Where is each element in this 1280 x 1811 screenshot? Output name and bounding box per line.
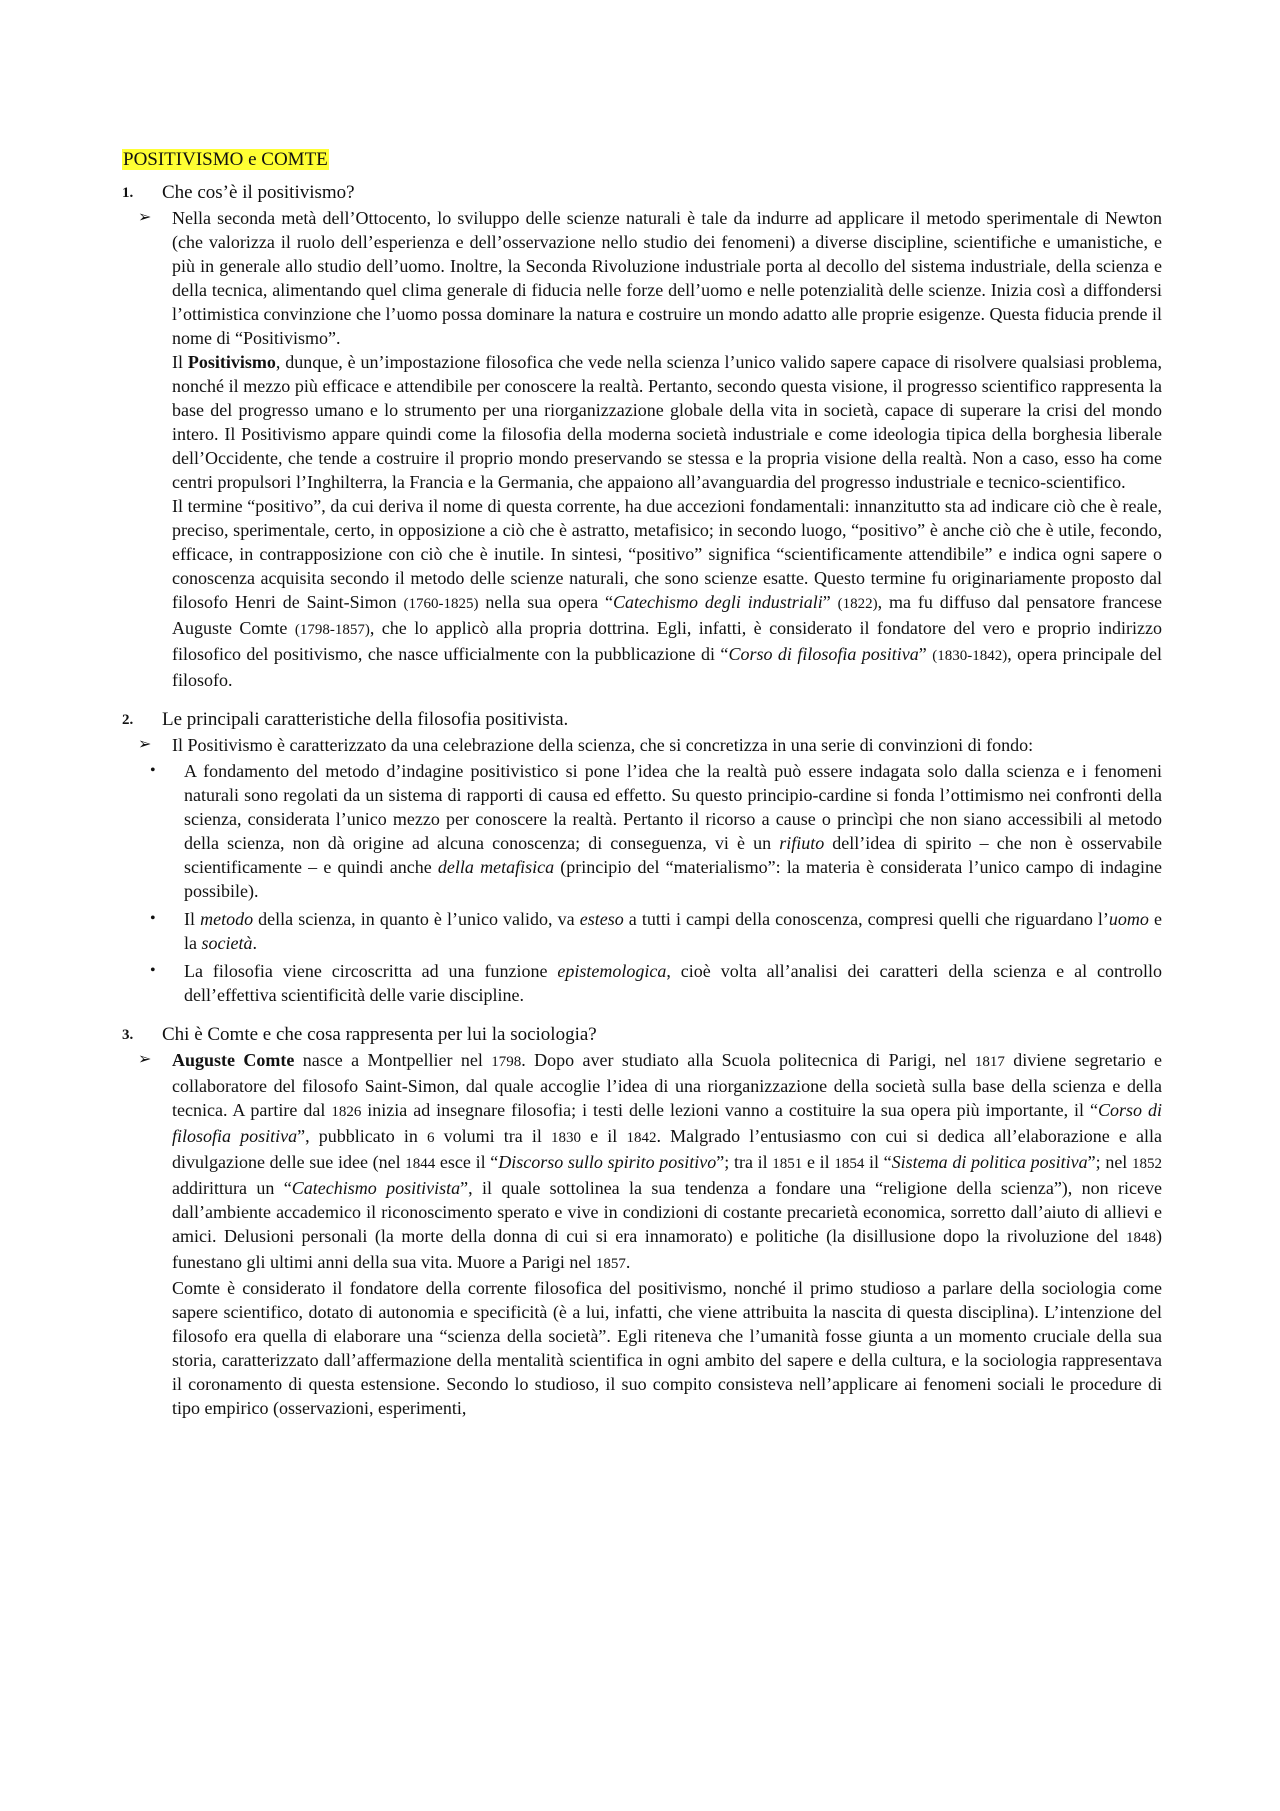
bullet-dot-icon: • (150, 762, 156, 779)
bold-term: Auguste Comte (172, 1050, 295, 1070)
italic-term: società (201, 933, 253, 953)
date-number: 6 (427, 1130, 435, 1146)
question-text: Che cos’è il positivismo? (162, 182, 355, 203)
bold-term: Positivismo (187, 352, 276, 372)
question-number: 1. (122, 185, 134, 201)
bullet-dot-icon: • (150, 910, 156, 927)
arrow-bullet-icon: ➢ (138, 736, 152, 753)
date-number: 1830 (551, 1130, 582, 1146)
date-number: (1760-1825) (403, 596, 479, 612)
italic-term: uomo (1108, 909, 1149, 929)
answer-text (172, 733, 1162, 757)
answer-block (138, 733, 1162, 757)
italic-term: epistemologica (557, 961, 667, 981)
italic-term: Catechismo positivista (291, 1178, 461, 1198)
italic-term: Sistema di politica positiva (891, 1152, 1088, 1172)
date-number: 1826 (331, 1104, 362, 1120)
list-item-text: A fondamento del metodo d’indagine positivistico si pone l’idea che la realtà può essere indagata solo dalla scienza e i fenomeni naturali sono regolati da un sistema di rapporti di causa ed effetto. Su questo principio-cardine si fonda l’ottimismo nei confronti della scienza, considerata l’unico mezzo per conoscere la realtà. Pertanto il ricorso a cause o princìpi che non siano accessibili al metodo della scienza, non dà origine ad alcuna conoscenza; di conseguenza, vi è un rifiuto dell’idea di spirito – che non è osservabile scientificamente – e quindi anche della metafisica (principio del “materialismo”: la materia è considerata l’unico campo di indagine possibile). (184, 761, 1163, 901)
list-item (150, 959, 1162, 1007)
section-1 (122, 181, 1162, 692)
title-line (122, 148, 1162, 171)
paragraph: Il Positivismo, dunque, è un’impostazione filosofica che vede nella scienza l’unico valido sapere capace di risolvere qualsiasi problema, nonché il mezzo più efficace e attendibile per conoscere la realtà. Pertanto, secondo questa visione, il progresso scientifico rappresenta la base del progresso umano e lo strumento per una riorganizzazione globale della vita in società, capace di superare la crisi del mondo intero. Il Positivismo appare quindi come la filosofia della moderna società industriale e come ideologia tipica della borghesia liberale dell’Occidente, che tende a costruire il proprio mondo preservando se stessa e la propria visione della realtà. Non a caso, esso ha come centri propulsori l’Inghilterra, la Francia e la Germania, che appaiono all’avanguardia del progresso industriale e tecnico-scientifico. (172, 352, 1162, 492)
answer-block (138, 206, 1162, 692)
paragraph: Comte è considerato il fondatore della corrente filosofica del positivismo, nonché il primo studioso a parlare della sociologia come sapere scientifico, dotato di autonomia e specificità (è a lui, infatti, che viene attribuita la nascita di questa disciplina). L’intenzione del filosofo era quella di elaborare una “scienza della società”. Egli riteneva che l’umanità fosse giunta a un momento cruciale della sua storia, caratterizzato dall’affermazione della mentalità scientifica in ogni ambito del sapere e della cultura, e la sociologia rappresentava il coronamento di questa estensione. Secondo lo studioso, il suo compito consisteva nell’applicare ai fenomeni sociali le procedure di tipo empirico (osservazioni, esperimenti, (172, 1278, 1162, 1418)
date-number: 1842 (626, 1130, 657, 1146)
date-number: (1830-1842) (932, 648, 1008, 664)
italic-term: metodo (200, 909, 254, 929)
date-number: 1851 (772, 1156, 803, 1172)
paragraph: Auguste Comte nasce a Montpellier nel 1798. Dopo aver studiato alla Scuola politecnica di Parigi, nel 1817 diviene segretario e collaboratore del filosofo Saint-Simon, dal quale accoglie l’idea di una riorganizzazione della società sulla base della scienza e della tecnica. A partire dal 1826 inizia ad insegnare filosofia; i testi delle lezioni vanno a costituire la sua opera più importante, il “Corso di filosofia positiva”, pubblicato in 6 volumi tra il 1830 e il 1842. Malgrado l’entusiasmo con cui si dedica all’elaborazione e alla divulgazione delle sue idee (nel 1844 esce il “Discorso sullo spirito positivo”; tra il 1851 e il 1854 il “Sistema di politica positiva”; nel 1852 addirittura un “Catechismo positivista”, il quale sottolinea la sua tendenza a fondare una “religione della scienza”), non riceve dall’ambiente accademico il riconoscimento sperato e vive in condizioni di costante precarietà economica, sorretto dall’aiuto di allievi e amici. Delusioni personali (la morte della donna di cui si era innamorato) e politiche (la disillusione dopo la rivoluzione del 1848) funestano gli ultimi anni della sua vita. Muore a Parigi nel 1857. (172, 1050, 1163, 1272)
italic-term: della metafisica (437, 857, 555, 877)
italic-term: Catechismo degli industriali (613, 592, 823, 612)
date-number: 1857 (595, 1256, 626, 1272)
list-item (150, 759, 1162, 903)
section-2 (122, 708, 1162, 1007)
date-number: 1852 (1131, 1156, 1162, 1172)
section-3 (122, 1023, 1162, 1420)
document-title: POSITIVISMO e COMTE (123, 149, 328, 170)
paragraph: Il termine “positivo”, da cui deriva il nome di questa corrente, ha due accezioni fondamentali: innanzitutto sta ad indicare ciò che è reale, preciso, sperimentale, certo, in opposizione a ciò che è astratto, metafisico; in secondo luogo, “positivo” è anche ciò che è utile, fecondo, efficace, in contrapposizione con ciò che è inutile. In sintesi, “positivo” significa “scientificamente attendibile” e indica ogni sapere o conoscenza acquisita secondo il metodo delle scienze naturali, che sono scienze esatte. Questo termine fu originariamente proposto dal filosofo Henri de Saint-Simon (1760-1825) nella sua opera “Catechismo degli industriali” (1822), ma fu diffuso dal pensatore francese Auguste Comte (1798-1857), che lo applicò alla propria dottrina. Egli, infatti, è considerato il fondatore del vero e proprio indirizzo filosofico del positivismo, che nasce ufficialmente con la pubblicazione di “Corso di filosofia positiva” (1830-1842), opera principale del filosofo. (172, 496, 1163, 690)
document-content (122, 148, 1162, 1436)
italic-term: Discorso sullo spirito positivo (498, 1152, 717, 1172)
question-text: Chi è Comte e che cosa rappresenta per lui la sociologia? (162, 1024, 597, 1045)
italic-term: rifiuto (779, 833, 825, 853)
paragraph: Il Positivismo è caratterizzato da una celebrazione della scienza, che si concretizza in una serie di convinzioni di fondo: (172, 735, 1034, 755)
date-number: (1798-1857) (294, 622, 370, 638)
question-heading (122, 708, 1162, 732)
date-number: 1854 (834, 1156, 865, 1172)
italic-term: Corso di filosofia positiva (728, 644, 919, 664)
arrow-bullet-icon: ➢ (138, 1051, 152, 1068)
date-number: 1798 (491, 1054, 522, 1070)
question-heading (122, 1023, 1162, 1047)
list-item (150, 907, 1162, 955)
date-number: (1822) (837, 596, 878, 612)
question-text: Le principali caratteristiche della filosofia positivista. (162, 709, 569, 730)
question-number: 3. (122, 1027, 134, 1043)
italic-term: esteso (579, 909, 624, 929)
date-number: 1844 (405, 1156, 436, 1172)
question-heading (122, 181, 1162, 205)
answer-block (138, 1048, 1162, 1420)
italic-term: Corso di filosofia positiva (172, 1100, 1162, 1146)
list-item-text: Il metodo della scienza, in quanto è l’unico valido, va esteso a tutti i campi della conoscenza, compresi quelli che riguardano l’uomo e la società. (184, 909, 1162, 953)
arrow-bullet-icon: ➢ (138, 209, 152, 226)
answer-text (172, 1048, 1162, 1420)
paragraph: Nella seconda metà dell’Ottocento, lo sviluppo delle scienze naturali è tale da indurre ad applicare il metodo sperimentale di Newton (che valorizza il ruolo dell’esperienza e dell’osservazione nello studio dei fenomeni) a diverse discipline, scientifiche e umanistiche, e più in generale allo studio dell’uomo. Inoltre, la Seconda Rivoluzione industriale porta al decollo del sistema industriale, della scienza e della tecnica, alimentando quel clima generale di fiducia nelle forze dell’uomo e nelle potenzialità delle scienze. Inizia così a diffondersi l’ottimistica convinzione che l’uomo possa dominare la natura e costruire un mondo adatto alle proprie esigenze. Questa fiducia prende il nome di “Positivismo”. (172, 208, 1162, 348)
answer-text (172, 206, 1162, 692)
question-number: 2. (122, 712, 134, 728)
bullet-list (122, 759, 1162, 1007)
date-number: 1848 (1126, 1230, 1156, 1246)
bullet-dot-icon: • (150, 962, 156, 979)
date-number: 1817 (974, 1054, 1005, 1070)
list-item-text: La filosofia viene circoscritta ad una funzione epistemologica, cioè volta all’analisi dei caratteri della scienza e al controllo dell’effettiva scientificità delle varie discipline. (184, 961, 1162, 1005)
